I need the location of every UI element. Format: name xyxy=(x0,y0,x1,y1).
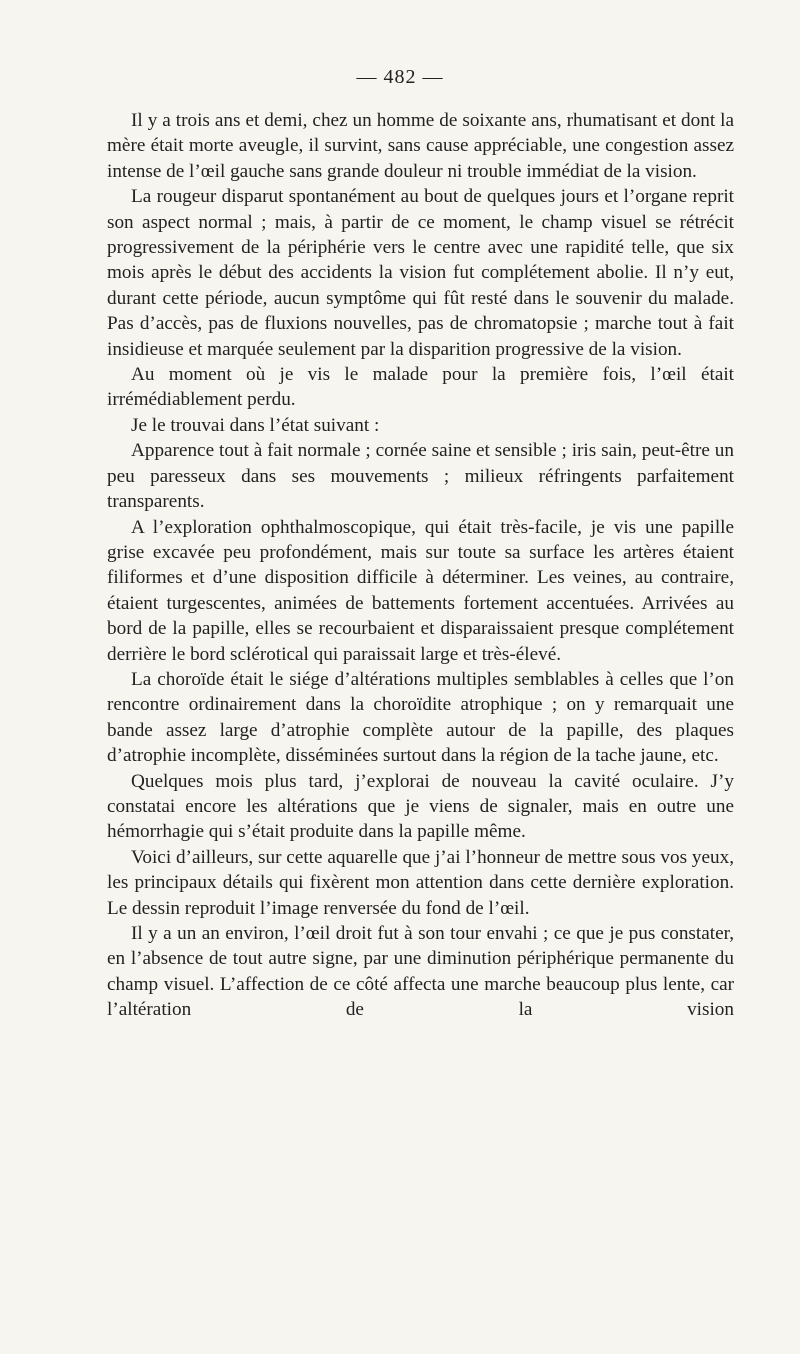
paragraph: Apparence tout à fait normale ; cornée saine et sensible ; iris sain, peut-être un peu paresseux dans ses mouvements ; milieux réfringents parfaitement transparents. xyxy=(107,440,734,513)
paragraph: Au moment où je vis le malade pour la première fois, l’œil était irrémédiablement perdu. xyxy=(107,364,734,411)
paragraph: Il y a trois ans et demi, chez un homme de soixante ans, rhumatisant et dont la mère était morte aveugle, il survint, sans cause appréciable, une congestion assez intense de l’œil gauche sans grande douleur ni trouble immédiat de la vision. xyxy=(107,110,734,182)
paragraph: Voici d’ailleurs, sur cette aquarelle que j’ai l’honneur de mettre sous vos yeux, les principaux détails qui fixèrent mon attention dans cette dernière exploration. Le dessin reproduit l’image renversée du fond de l’œil. xyxy=(107,846,734,919)
paragraph: La rougeur disparut spontanément au bout de quelques jours et l’organe reprit son aspect normal ; mais, à partir de ce moment, le champ visuel se rétrécit progressivement de la périphérie vers le centre avec une rapidité telle, que six mois après le début des accidents la vision fut complétement abolie. Il n’y eut, durant cette période, aucun symptôme qui fût resté dans le souvenir du malade. Pas d’accès, pas de fluxions nouvelles, pas de chromatopsie ; marche tout à fait insidieuse et marquée seulement par la disparition progressive de la vision. xyxy=(107,186,734,360)
paragraph: La choroïde était le siége d’altérations multiples semblables à celles que l’on rencontre ordinairement dans la choroïdite atrophique ; on y remarquait une bande assez large d’atrophie complète autour de la papille, des plaques d’atrophie incomplète, disséminées surtout dans la région de la tache jaune, etc. xyxy=(107,668,734,767)
paragraph: Je le trouvai dans l’état suivant : xyxy=(131,414,380,436)
body-text xyxy=(107,108,734,1023)
page-number: — 482 — xyxy=(356,66,444,88)
paragraph: A l’exploration ophthalmoscopique, qui était très-facile, je vis une papille grise excavée peu profondément, mais sur toute sa surface les artères étaient filiformes et d’une disposition difficile à déterminer. Les veines, au contraire, étaient turgescentes, animées de battements fortement accentuées. Arrivées au bord de la papille, elles se recourbaient et disparaissaient presque complétement derrière le bord sclérotical qui paraissait large et très-élevé. xyxy=(107,516,734,665)
paragraph: Quelques mois plus tard, j’explorai de nouveau la cavité oculaire. J’y constatai encore les altérations que je viens de signaler, mais en outre une hémorrhagie qui s’était produite dans la papille même. xyxy=(107,770,734,843)
paragraph: Il y a un an environ, l’œil droit fut à son tour envahi ; ce que je pus constater, en l’absence de tout autre signe, par une diminution périphérique permanente du champ visuel. L’affection de ce côté affecta une marche beaucoup plus lente, car l’altération de la vision xyxy=(107,923,734,1021)
